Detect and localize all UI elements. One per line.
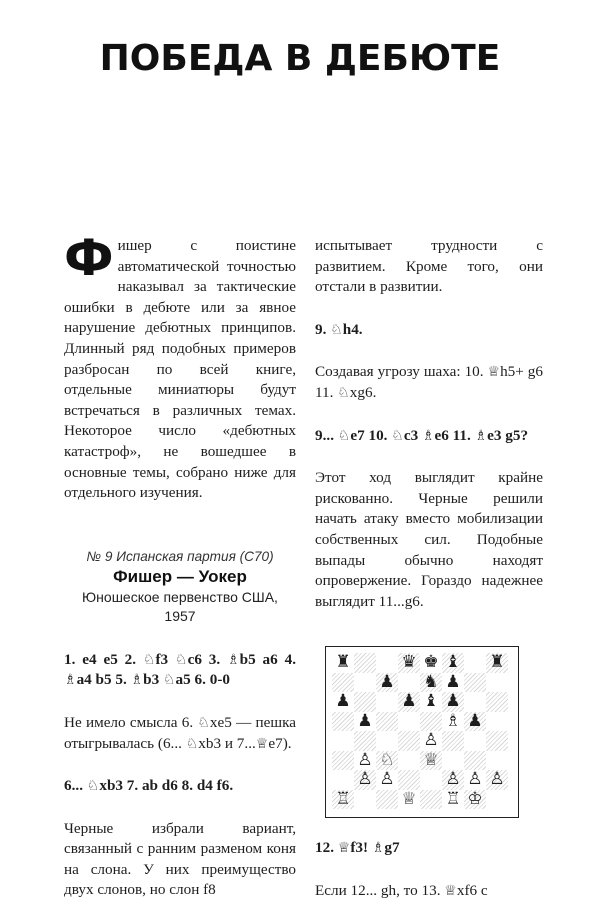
- move-text: e7 10.: [350, 426, 392, 444]
- comment-text: xf6 с: [456, 881, 488, 899]
- knight-icon: ♘: [391, 427, 404, 444]
- knight-icon: ♘: [330, 321, 343, 338]
- left-column: [64, 229, 296, 901]
- chess-square: [332, 751, 354, 771]
- comment-1: [64, 713, 296, 754]
- chess-piece-square: ♖: [445, 788, 461, 809]
- chess-square: [332, 770, 354, 790]
- chess-piece-square: ♕: [420, 751, 442, 771]
- chess-square: [376, 692, 398, 712]
- knight-icon: ♘: [175, 651, 188, 668]
- move-text: h4.: [342, 320, 363, 338]
- comment-text: xe5 — пешка отыгрывалась (6...: [64, 713, 296, 752]
- queen-icon: ♕: [444, 882, 457, 899]
- chess-square: [354, 653, 376, 673]
- comment-text: h5+ g6 11.: [315, 363, 543, 401]
- chess-diagram: [325, 646, 519, 818]
- chess-piece-square: ♚: [423, 652, 439, 673]
- chess-square: [354, 731, 376, 751]
- chess-square: [398, 673, 420, 693]
- chess-square: [420, 712, 442, 732]
- move-text: f3!: [350, 839, 372, 857]
- comment-top: испытывает трудности с развитием. Кроме того, они отстали в развитии.: [315, 237, 543, 296]
- comment-text: Не имело смысла 6.: [64, 713, 198, 731]
- chess-square: [332, 673, 354, 693]
- moves-9-11: [315, 426, 543, 447]
- chess-square: [486, 790, 508, 810]
- comment-text: e7).: [268, 734, 292, 752]
- chess-square: [486, 692, 508, 712]
- chess-piece-square: ♟: [398, 692, 420, 712]
- chess-piece-square: ♕: [401, 788, 417, 809]
- knight-icon: ♘: [337, 427, 351, 444]
- move-9: [315, 320, 543, 341]
- move-text: xb3 7. ab d6 8. d4 f6.: [99, 777, 234, 795]
- chess-piece-square: ♞: [420, 673, 442, 693]
- chess-square: [442, 731, 464, 751]
- chess-square: [376, 790, 398, 810]
- chess-piece-square: ♟: [376, 673, 398, 693]
- chess-piece-square: ♙: [379, 769, 395, 790]
- drop-cap: Ф: [64, 229, 114, 287]
- move-text: 9...: [315, 426, 338, 444]
- chess-piece-square: ♟: [445, 671, 461, 692]
- intro-paragraph: [64, 229, 296, 504]
- bishop-icon: ♗: [227, 651, 240, 668]
- chess-square: [464, 731, 486, 751]
- chess-piece-square: ♙: [423, 730, 439, 751]
- chess-piece-square: ♜: [486, 653, 508, 673]
- chess-square: [398, 712, 420, 732]
- chess-square: [376, 731, 398, 751]
- knight-icon: ♘: [162, 672, 176, 689]
- move-text: c3: [403, 426, 422, 444]
- right-column: [315, 236, 543, 902]
- move-12: [315, 838, 543, 859]
- move-text: f3: [155, 650, 176, 668]
- bishop-icon: ♗: [130, 672, 144, 689]
- chess-square: [442, 751, 464, 771]
- chess-square: [332, 712, 354, 732]
- move-text: e3 g5?: [487, 426, 529, 444]
- chess-piece-square: ♙: [442, 770, 464, 790]
- chess-piece-square: ♙: [354, 770, 376, 790]
- moves-6-8: [64, 776, 296, 797]
- chess-piece-square: ♗: [445, 710, 461, 731]
- chess-square: [332, 731, 354, 751]
- comment-2: Черные избрали вариант, связанный с ранним разменом коня на слона. У них преимущество двух слонов, но слон f8: [64, 819, 296, 899]
- chess-square: [376, 653, 398, 673]
- comment-text: xb3 и 7...: [198, 734, 256, 752]
- chess-square: [398, 751, 420, 771]
- chess-piece-square: ♜: [335, 652, 351, 673]
- chess-square: [464, 751, 486, 771]
- chess-square: [464, 673, 486, 693]
- game-header: [64, 548, 296, 626]
- chess-square: [464, 653, 486, 673]
- bishop-icon: ♗: [421, 427, 435, 444]
- chess-square: [486, 731, 508, 751]
- chess-square: [420, 790, 442, 810]
- chess-piece-square: ♙: [486, 770, 508, 790]
- chess-square: [486, 751, 508, 771]
- move-text: b5 a6 4.: [239, 650, 296, 668]
- knight-icon: ♘: [185, 735, 199, 752]
- chess-board: [332, 653, 508, 809]
- move-text: b3: [143, 671, 163, 689]
- comment-text: xg6.: [349, 383, 377, 401]
- moves-1-5: [64, 650, 296, 691]
- chess-square: [398, 731, 420, 751]
- bishop-icon: ♗: [64, 672, 77, 689]
- move-text: g7: [384, 839, 400, 857]
- intro-text: ишер с поистине автоматической точностью наказывал за тактические ошибки в дебюте или за явное нарушение дебютных принципов. Длинный ряд подобных примеров разбросан по всей книге, отдельные миниатюры будут встречаться в различных темах. Некоторое число «дебютных катастроф», не вошедшее в основные темы, собрано ниже для отдельного изучения.: [64, 237, 296, 502]
- game-event: Юношеское первенство США,: [82, 588, 278, 605]
- comment-text: Создавая угрозу шаха: 10.: [315, 363, 488, 381]
- comment-threat: [315, 362, 543, 403]
- move-text: c6 3.: [187, 650, 228, 668]
- bishop-icon: ♗: [474, 427, 488, 444]
- chess-square: [420, 770, 442, 790]
- chess-piece-square: ♟: [357, 710, 373, 731]
- chess-square: [486, 673, 508, 693]
- knight-icon: ♘: [142, 651, 156, 668]
- chess-piece-square: ♟: [335, 691, 351, 712]
- game-number: № 9 Испанская партия (С70): [86, 548, 274, 564]
- chess-square: [398, 770, 420, 790]
- chess-square: [376, 712, 398, 732]
- chess-piece-square: ♟: [464, 712, 486, 732]
- move-text: a4 b5 5.: [76, 671, 131, 689]
- chess-piece-square: ♘: [376, 751, 398, 771]
- chess-piece-square: ♛: [398, 653, 420, 673]
- game-year: 1957: [164, 607, 196, 624]
- move-text: e6 11.: [434, 426, 475, 444]
- comment-text: Если 12... gh, то 13.: [315, 881, 445, 899]
- move-text: 6...: [64, 777, 87, 795]
- queen-icon: ♕: [337, 840, 351, 857]
- bishop-icon: ♗: [371, 840, 385, 857]
- chess-piece-square: ♝: [442, 653, 464, 673]
- chess-square: [486, 712, 508, 732]
- chess-square: [354, 790, 376, 810]
- comment-risky: Этот ход выглядит крайне рискованно. Черные решили начать атаку вместо мобилизации собственных сил. Подобные выпады обычно находят опровержение. Гораздо надежнее выглядит 11...g6.: [315, 469, 543, 610]
- chess-piece-square: ♙: [357, 749, 373, 770]
- game-players: Фишер — Уокер: [113, 566, 247, 586]
- chess-piece-square: ♔: [464, 790, 486, 810]
- chess-square: [354, 673, 376, 693]
- chess-square: [354, 692, 376, 712]
- queen-icon: ♕: [487, 364, 501, 381]
- knight-icon: ♘: [337, 384, 350, 401]
- chess-piece-square: ♟: [442, 692, 464, 712]
- chess-piece-square: ♙: [467, 769, 483, 790]
- chess-piece-square: ♝: [423, 691, 439, 712]
- move-text: 1. e4 e5 2.: [64, 650, 143, 668]
- move-text: 9.: [315, 320, 331, 338]
- chess-piece-square: ♖: [332, 790, 354, 810]
- page-title: ПОБЕДА В ДЕБЮТЕ: [99, 38, 501, 79]
- queen-icon: ♕: [255, 735, 269, 752]
- chess-square: [464, 692, 486, 712]
- knight-icon: ♘: [197, 714, 210, 731]
- move-text: 12.: [315, 839, 338, 857]
- move-text: a5 6. 0-0: [175, 671, 230, 689]
- knight-icon: ♘: [86, 778, 100, 795]
